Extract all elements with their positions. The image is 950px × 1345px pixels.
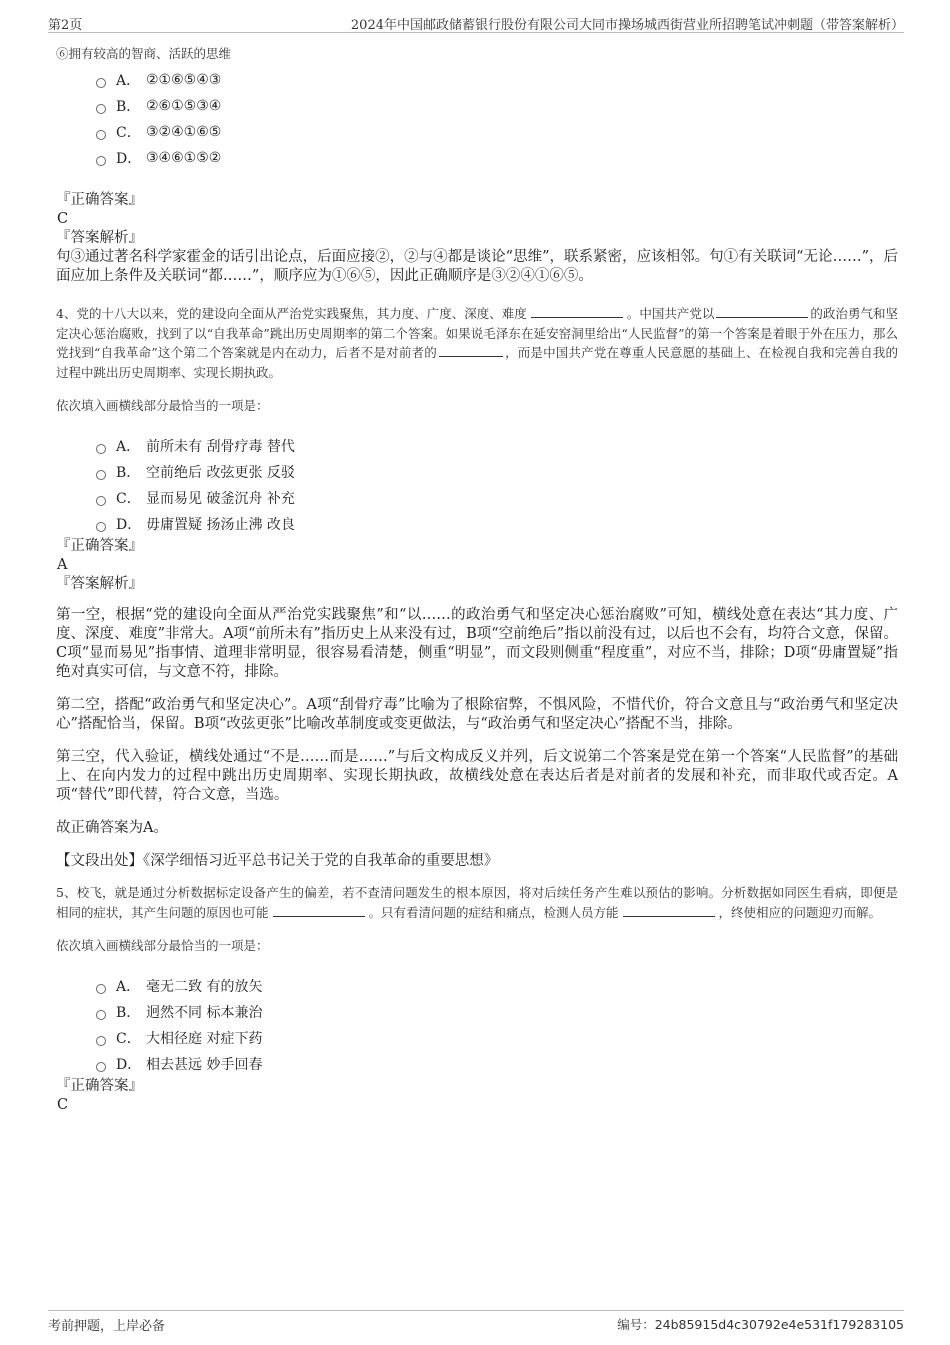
main-content xyxy=(56,44,898,1115)
q4-options xyxy=(96,433,898,537)
document-title: 2024年中国邮政储蓄银行股份有限公司大同市操场城西街营业所招聘笔试冲刺题（带答案解析） xyxy=(350,18,904,33)
q3-option-c[interactable]: C． ③②④①⑥⑤ xyxy=(96,119,898,145)
radio-icon[interactable] xyxy=(96,984,106,994)
radio-icon[interactable] xyxy=(96,470,106,480)
q3-analysis: 句③通过著名科学家霍金的话引出论点，后面应接②，②与④都是谈论“思维”，联系紧密，应该相邻。句①有关联词“无论……”，后面应加上条件及关联词“都……”，顺序应为①⑥⑤，因此正确顺序是③②④①⑥⑤。 xyxy=(56,249,898,284)
q4-option-d[interactable]: D． 毋庸置疑 扬汤止沸 改良 xyxy=(96,511,898,537)
page-footer xyxy=(48,1310,904,1334)
radio-icon[interactable] xyxy=(96,78,106,88)
q5-answer-label: 『正确答案』 xyxy=(56,1078,143,1094)
radio-icon[interactable] xyxy=(96,444,106,454)
q4-answer-label: 『正确答案』 xyxy=(56,538,143,554)
page-number: 第2页 xyxy=(48,18,83,33)
q3-option-d[interactable]: D． ③④⑥①⑤② xyxy=(96,145,898,171)
footer-slogan: 考前押题，上岸必备 xyxy=(48,1319,166,1334)
q4-analysis-p4: 故正确答案为A。 xyxy=(56,820,168,836)
q4-prompt: 依次填入画横线部分最恰当的一项是： xyxy=(56,398,269,413)
q4-analysis-p3: 第三空，代入验证，横线处通过“不是……而是……”与后文构成反义并列，后文说第二个答案是党在第一个答案“人民监督”的基础上、在向内发力的过程中跳出历史周期率、实现长期执政，故横线处意在表达后者是对前者的发展和补充，而非取代或否定。A项“替代”即代替，符合文意，当选。 xyxy=(56,749,898,803)
blank-2 xyxy=(716,305,808,318)
q3-options xyxy=(96,67,898,171)
q4-option-c[interactable]: C． 显而易见 破釜沉舟 补充 xyxy=(96,485,898,511)
q4-option-b[interactable]: B． 空前绝后 改弦更张 反驳 xyxy=(96,459,898,485)
radio-icon[interactable] xyxy=(96,522,106,532)
radio-icon[interactable] xyxy=(96,496,106,506)
q5-prompt: 依次填入画横线部分最恰当的一项是： xyxy=(56,938,269,953)
blank-1 xyxy=(273,904,365,917)
q5-option-c[interactable]: C． 大相径庭 对症下药 xyxy=(96,1025,898,1051)
radio-icon[interactable] xyxy=(96,1062,106,1072)
q4-analysis-label: 『答案解析』 xyxy=(56,576,143,592)
q5-stem: 5、校飞，就是通过分析数据标定设备产生的偏差，若不查清问题发生的根本原因，将对后续任务产生难以预估的影响。分析数据如同医生看病，即便是相同的症状，其产生问题的原因也可能 。只有看清问题的症结和痛点，检测人员方能 ，终使相应的问题迎刃而解。 xyxy=(56,885,898,920)
radio-icon[interactable] xyxy=(96,1036,106,1046)
q3-statement-tail: ⑥拥有较高的智商、活跃的思维 xyxy=(56,46,232,61)
q4-option-a[interactable]: A． 前所未有 刮骨疗毒 替代 xyxy=(96,433,898,459)
q5-option-a[interactable]: A． 毫无二致 有的放矢 xyxy=(96,973,898,999)
blank-2 xyxy=(623,904,715,917)
blank-3 xyxy=(439,344,503,357)
radio-icon[interactable] xyxy=(96,156,106,166)
q3-answer: C xyxy=(57,211,69,227)
q4-analysis-p2: 第二空，搭配“政治勇气和坚定决心”。A项“刮骨疗毒”比喻为了根除宿弊，不惧风险，不惜代价，符合文意且与“政治勇气和坚定决心”搭配恰当，保留。B项“改弦更张”比喻改革制度或变更做法，与“政治勇气和坚定决心”搭配不当，排除。 xyxy=(56,697,898,732)
radio-icon[interactable] xyxy=(96,104,106,114)
q4-stem: 4、党的十八大以来，党的建设向全面从严治党实践聚焦，其力度、广度、深度、难度 。中国共产党以 的政治勇气和坚定决心惩治腐败，找到了以“自我革命”跳出历史周期率的第二个答案。如果说毛泽东在延安窑洞里给出“人民监督”的第一个答案是着眼于外在压力，那么党找到“自我革命”这个第二个答案就是内在动力，后者不是对前者的 ，而是中国共产党在尊重人民意愿的基础上、在检视自我和完善自我的过程中跳出历史周期率、实现长期执政。 xyxy=(56,306,898,380)
q4-answer: A xyxy=(57,557,68,573)
q5-option-d[interactable]: D． 相去甚远 妙手回春 xyxy=(96,1051,898,1077)
q3-option-b[interactable]: B． ②⑥①⑤③④ xyxy=(96,93,898,119)
radio-icon[interactable] xyxy=(96,130,106,140)
q3-option-a[interactable]: A． ②①⑥⑤④③ xyxy=(96,67,898,93)
q4-source: 【文段出处】《深学细悟习近平总书记关于党的自我革命的重要思想》 xyxy=(56,853,499,869)
q3-analysis-label: 『答案解析』 xyxy=(56,230,143,246)
q3-answer-label: 『正确答案』 xyxy=(56,192,143,208)
page-header xyxy=(48,12,904,33)
blank-1 xyxy=(531,305,623,318)
q5-answer: C xyxy=(57,1097,69,1113)
q5-option-b[interactable]: B． 迥然不同 标本兼治 xyxy=(96,999,898,1025)
q4-analysis-p1: 第一空，根据“党的建设向全面从严治党实践聚焦”和“以……的政治勇气和坚定决心惩治腐败”可知，横线处意在表达“其力度、广度、深度、难度”非常大。A项“前所未有”指历史上从来没有过，B项“空前绝后”指以前没有过，以后也不会有，均符合文意，保留。C项“显而易见”指事情、道理非常明显，很容易看清楚，侧重“明显”，而文段则侧重“程度重”，对应不当，排除；D项“毋庸置疑”指绝对真实可信，与文意不符，排除。 xyxy=(56,607,898,680)
q5-options xyxy=(96,973,898,1077)
radio-icon[interactable] xyxy=(96,1010,106,1020)
document-id: 编号：24b85915d4c30792e4e531f179283105 xyxy=(617,1317,904,1332)
